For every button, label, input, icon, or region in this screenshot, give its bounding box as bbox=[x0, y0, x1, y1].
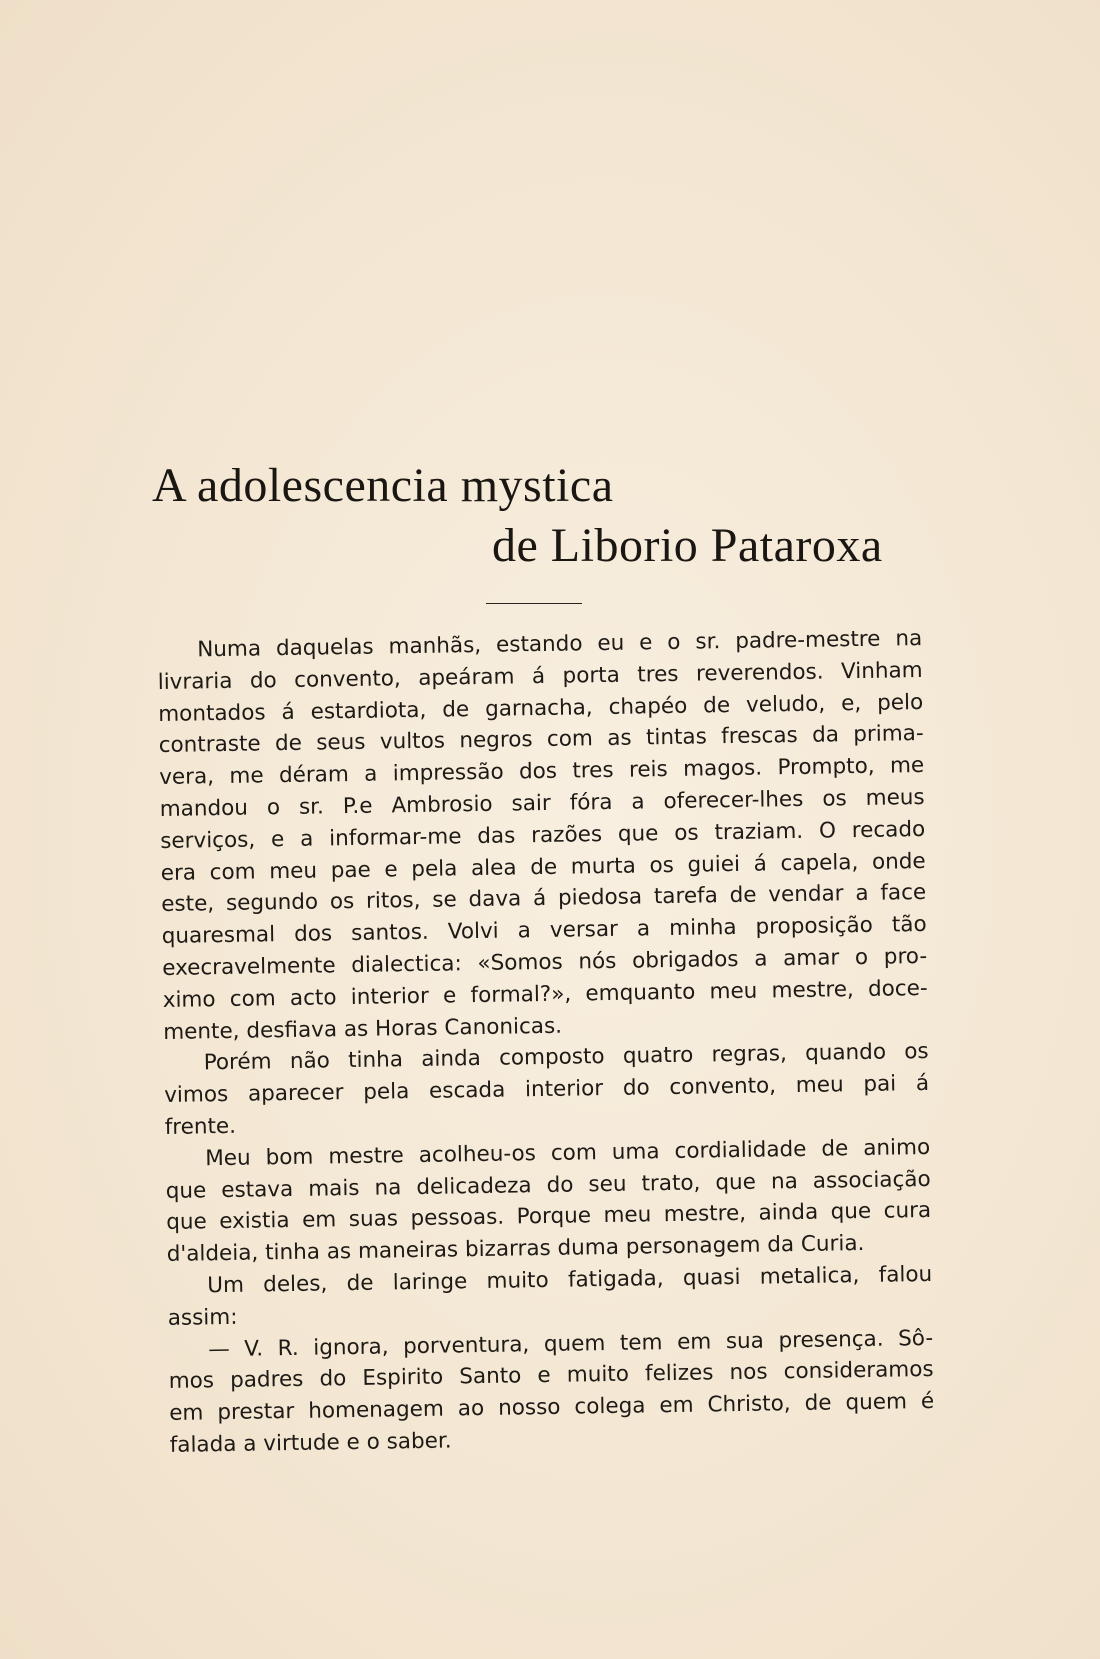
text-line: em prestar homenagem ao nosso colega em Christo, de quem é bbox=[169, 1389, 935, 1427]
text-line: este, segundo os ritos, se dava á piedosa tarefa de vendar a face bbox=[161, 880, 927, 918]
text-line: Um deles, de laringe muito fatigada, quasi metalica, falou bbox=[207, 1261, 933, 1299]
text-line: mandou o sr. P.e Ambrosio sair fóra a oferecer-lhes os meus bbox=[159, 784, 925, 822]
text-line: mente, desfiava as Horas Canonicas. bbox=[163, 1013, 563, 1045]
text-line: ximo com acto interior e formal?», emquanto meu mestre, doce- bbox=[162, 975, 928, 1013]
text-line: era com meu pae e pela alea de murta os guiei á capela, onde bbox=[160, 848, 926, 886]
text-line: vimos aparecer pela escada interior do convento, meu pai á bbox=[164, 1071, 930, 1109]
text-line: que estava mais na delicadeza do seu trato, que na associação bbox=[165, 1166, 931, 1204]
text-line: Numa daquelas manhãs, estando eu e o sr. padre-mestre na bbox=[197, 625, 923, 663]
text-line: — V. R. ignora, porventura, quem tem em sua presença. Sô- bbox=[208, 1325, 934, 1362]
text-line: livraria do convento, apeáram á porta tres reverendos. Vinham bbox=[157, 657, 923, 695]
text-line: Meu bom mestre acolheu-os com uma cordialidade de animo bbox=[205, 1134, 931, 1172]
text-line: Porém não tinha ainda composto quatro regras, quando os bbox=[203, 1039, 929, 1076]
text-line: que existia em suas pessoas. Porque meu mestre, ainda que cura bbox=[166, 1198, 932, 1236]
text-line: falada a virtude e o saber. bbox=[169, 1428, 452, 1458]
text-line: frente. bbox=[164, 1113, 237, 1140]
text-line: montados á estardiota, de garnacha, chapéo de veludo, e, pelo bbox=[158, 689, 924, 727]
text-line: quaresmal dos santos. Volvi a versar a minha proposição tão bbox=[161, 912, 927, 950]
text-line: contraste de seus vultos negros com as tintas frescas da prima- bbox=[158, 721, 924, 759]
chapter-body bbox=[157, 623, 935, 1462]
text-line: assim: bbox=[167, 1304, 238, 1331]
title-divider bbox=[486, 603, 582, 604]
text-line: mos padres do Espirito Santo e muito felizes nos consideramos bbox=[168, 1357, 934, 1395]
text-line: serviços, e a informar-me das razões que os traziam. O recado bbox=[160, 816, 926, 854]
text-line: execravelmente dialectica: «Somos nós obrigados a amar o pro- bbox=[162, 943, 928, 981]
text-line: vera, me déram a impressão dos tres reis magos. Prompto, me bbox=[159, 753, 925, 791]
chapter-title-line-2: de Liborio Pataroxa bbox=[492, 519, 883, 572]
chapter-title-line-1: A adolescencia mystica bbox=[152, 459, 614, 512]
text-line: d'aldeia, tinha as maneiras bizarras duma personagem da Curia. bbox=[166, 1231, 865, 1268]
